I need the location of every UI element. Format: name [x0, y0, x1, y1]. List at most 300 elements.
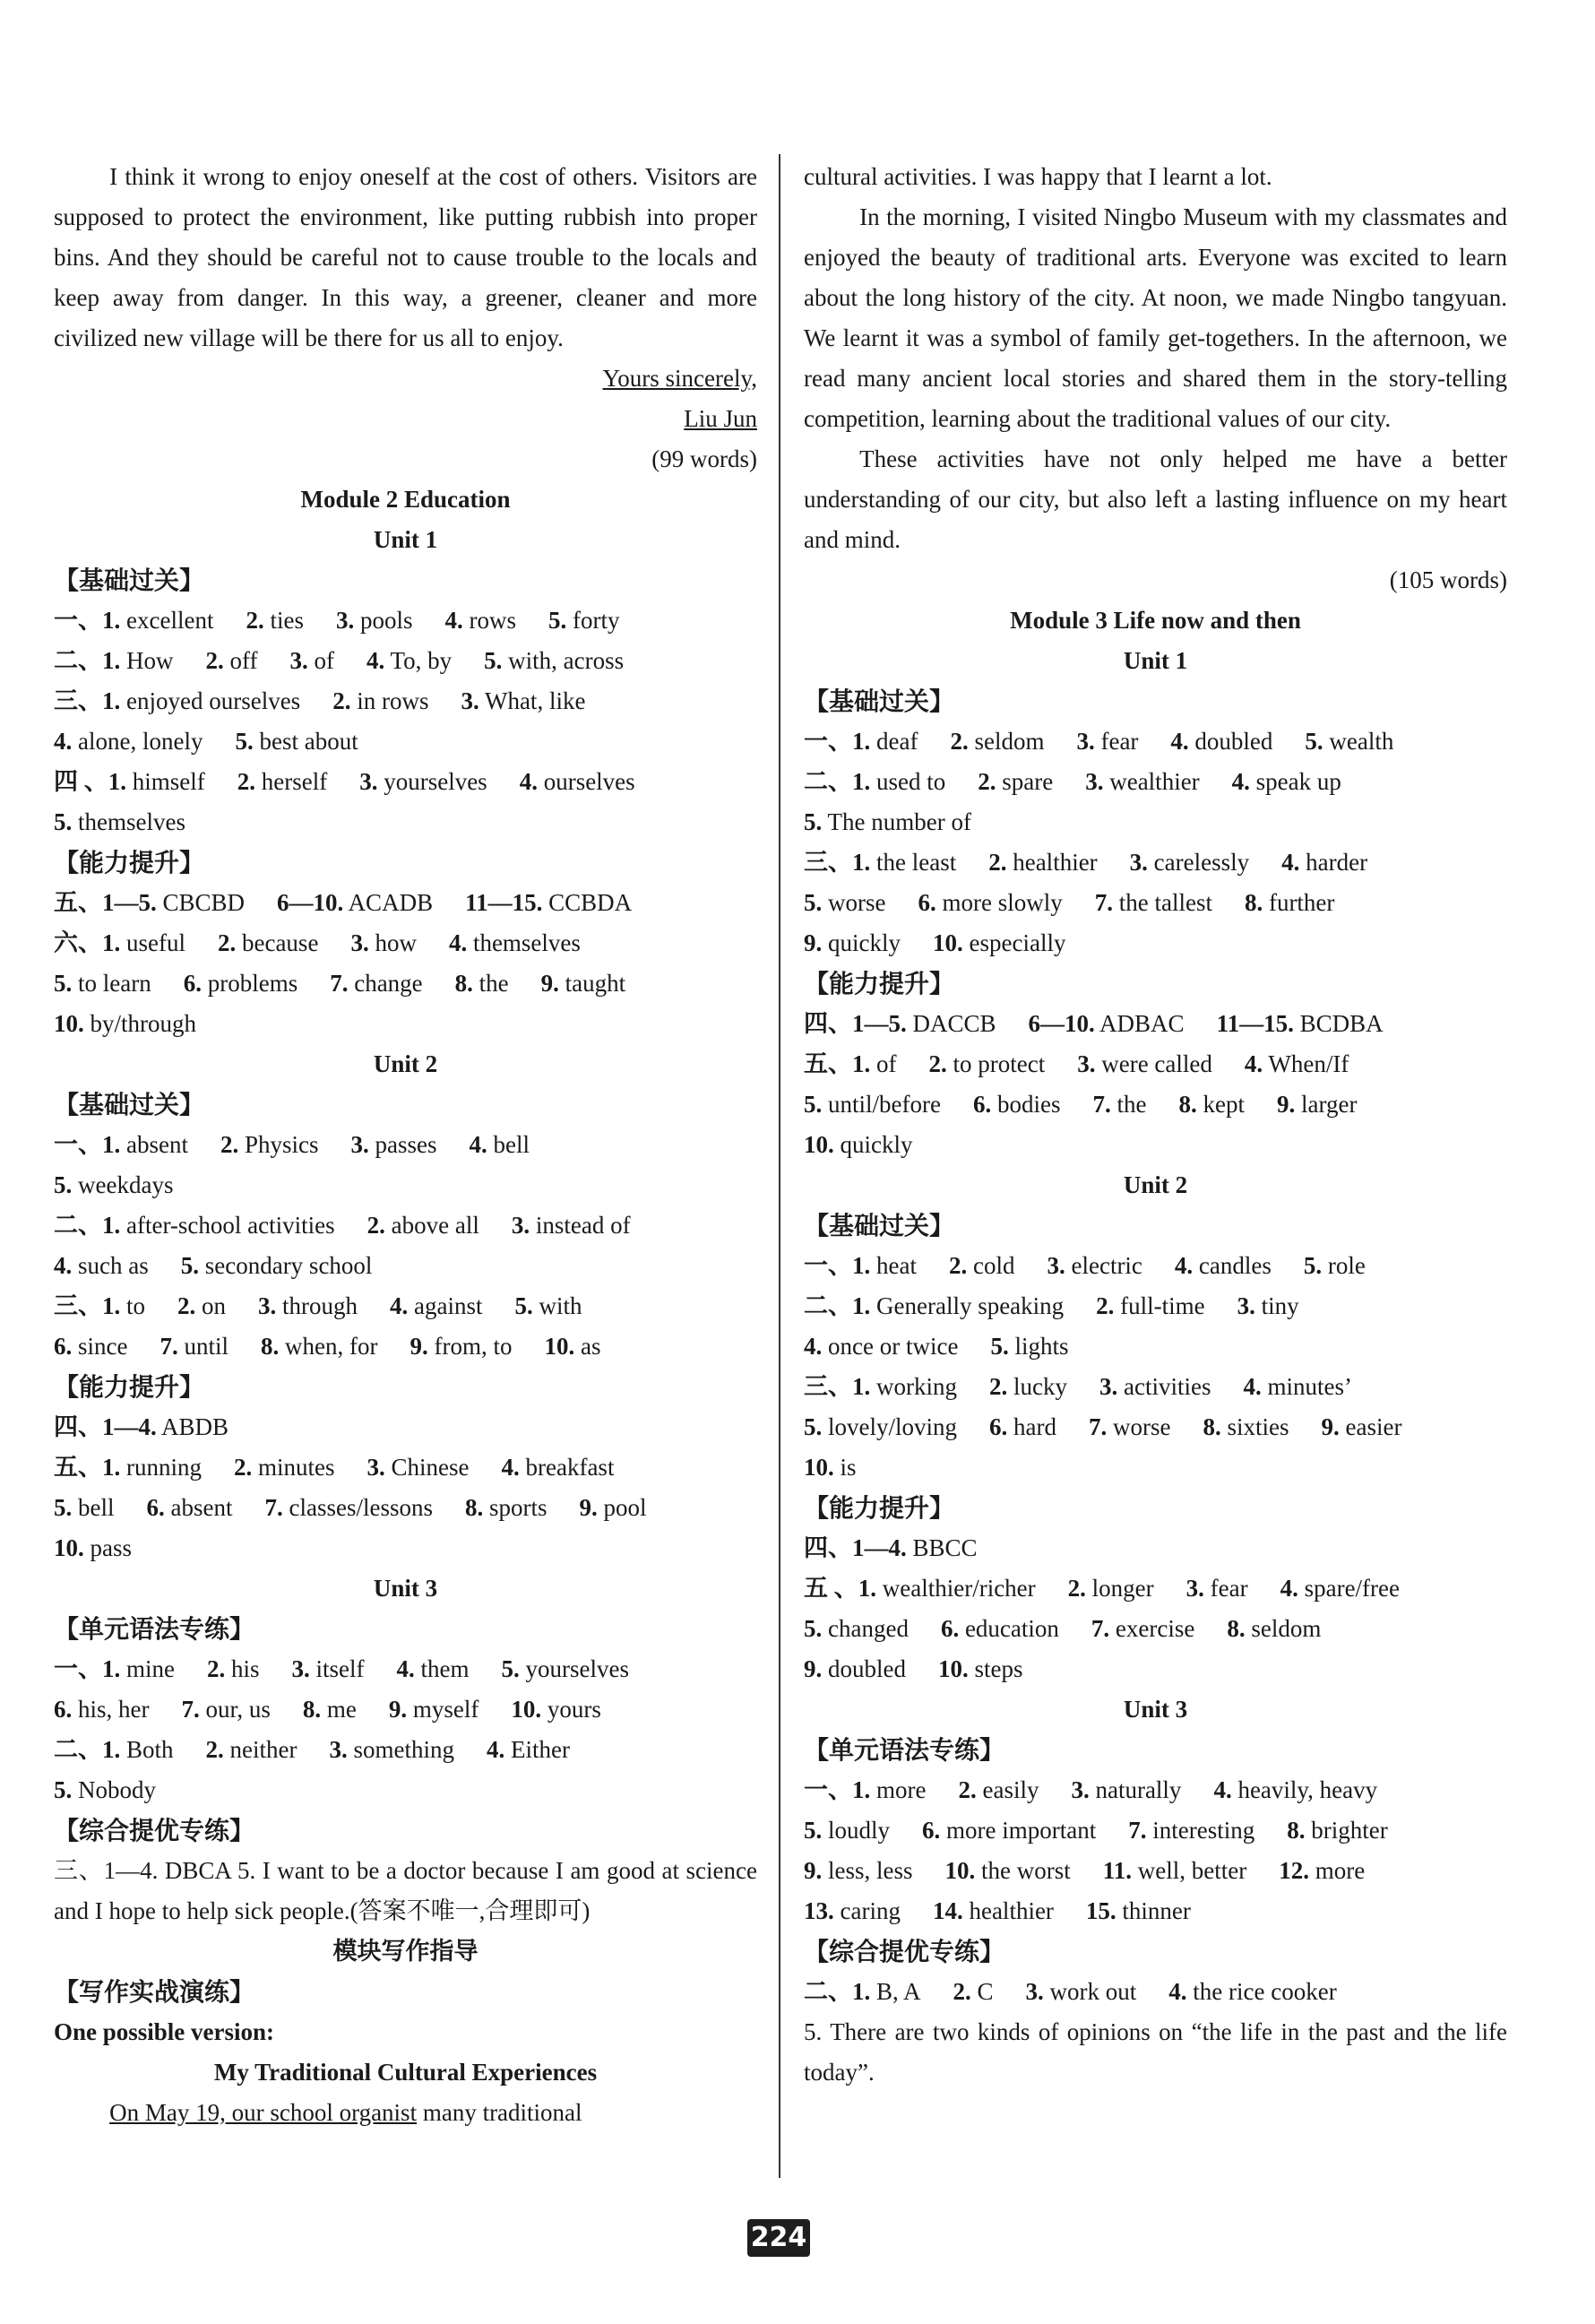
answer-section-number: 三、 [804, 1373, 852, 1400]
answer-item [852, 842, 956, 883]
answer-section-number: 四、 [804, 1010, 852, 1037]
answer-text: To, by [390, 647, 453, 674]
answer-item [465, 1488, 547, 1528]
answer-number: 5. [501, 1655, 520, 1682]
answer-number: 3. [511, 1212, 530, 1239]
answer-text: more important [946, 1817, 1097, 1844]
answer-item [102, 1649, 175, 1689]
answer-section-number: 四、 [54, 1413, 102, 1440]
exercise-label: 【基础过关】 [804, 1211, 955, 1240]
answer-text: Chinese [391, 1454, 470, 1481]
answer-number: 13. [804, 1897, 834, 1924]
answer-text: more slowly [942, 889, 1063, 916]
answer-item [1086, 1891, 1191, 1931]
answer-item [1203, 1407, 1289, 1447]
answer-number: 2. [958, 1776, 977, 1803]
exercise-label: 【能力提升】 [804, 969, 955, 998]
answer-item [367, 1205, 479, 1246]
answer-line [804, 883, 1507, 923]
answer-number: 3. [335, 607, 355, 634]
answer-item [54, 1770, 156, 1810]
answer-number: 8. [1287, 1817, 1306, 1844]
answer-section-number: 五、 [54, 1454, 102, 1481]
answer-section-number: 二、 [54, 1736, 102, 1763]
answer-text: B, A [876, 1978, 921, 2005]
answer-text: deaf [876, 728, 918, 755]
answer-line [804, 923, 1507, 963]
answer-item [102, 681, 300, 721]
answer-line [54, 802, 757, 842]
answer-text: changed [828, 1615, 909, 1642]
answer-item [336, 600, 413, 641]
answer-number: 6—10. [277, 889, 344, 916]
exercise-label: 【基础过关】 [54, 1090, 205, 1119]
answer-number: 9. [540, 970, 559, 997]
answer-text: electric [1071, 1252, 1142, 1279]
answer-text: education [964, 1615, 1059, 1642]
signature-line [54, 439, 757, 479]
answer-number: 7. [264, 1494, 283, 1521]
answer-section-number: 一、 [54, 1655, 102, 1682]
answer-number: 3. [461, 687, 479, 714]
answer-text: Nobody [78, 1776, 156, 1803]
answer-text: bell [78, 1494, 115, 1521]
answer-number: 1—4. [102, 1413, 157, 1440]
answer-number: 2. [988, 849, 1007, 876]
answer-number: 6. [183, 970, 202, 997]
answer-item [147, 1488, 233, 1528]
answer-text: work out [1049, 1978, 1137, 2005]
answer-number: 5. [804, 1091, 823, 1118]
answer-number: 2. [1096, 1292, 1115, 1319]
answer-text: wealthier [1109, 768, 1200, 795]
answer-item [102, 1447, 202, 1488]
answer-line [804, 721, 1507, 762]
answer-text: instead of [535, 1212, 631, 1239]
answer-text: role [1327, 1252, 1366, 1279]
answer-line [804, 1891, 1507, 1931]
answer-text: seldom [1251, 1615, 1322, 1642]
answer-text: breakfast [525, 1454, 615, 1481]
answer-item [1280, 1568, 1400, 1609]
answer-item [852, 762, 945, 802]
answer-number: 5. [1305, 728, 1323, 755]
answer-text: them [420, 1655, 470, 1682]
answer-item [804, 1891, 901, 1931]
answer-number: 8. [261, 1333, 280, 1360]
answer-text: ACADB [348, 889, 434, 916]
answer-section-number: 一、 [54, 1131, 102, 1158]
answer-number: 5. [990, 1333, 1009, 1360]
answer-text: brighter [1311, 1817, 1388, 1844]
answer-number: 4. [804, 1333, 823, 1360]
answer-text: minutes’ [1267, 1373, 1352, 1400]
answer-number: 4. [1170, 728, 1189, 755]
answer-number: 6. [922, 1817, 941, 1844]
answer-item [258, 1286, 358, 1326]
answer-text: wealth [1329, 728, 1394, 755]
answer-text: cold [972, 1252, 1015, 1279]
answer-number: 1. [852, 728, 871, 755]
answer-line [54, 1407, 757, 1447]
answer-item [102, 1407, 228, 1447]
answer-number: 5. [180, 1252, 199, 1279]
answer-number: 1. [102, 1131, 121, 1158]
answer-item [108, 762, 205, 802]
answer-item [804, 802, 971, 842]
answer-item [1099, 1367, 1211, 1407]
answer-number: 3. [1185, 1575, 1204, 1602]
answer-line [804, 1528, 1507, 1568]
answer-item [989, 1407, 1056, 1447]
answer-text: such as [78, 1252, 149, 1279]
answer-item [544, 1326, 600, 1367]
answer-text: spare/free [1304, 1575, 1401, 1602]
answer-item [449, 923, 581, 963]
answer-item [54, 1488, 115, 1528]
answer-line [54, 1730, 757, 1770]
section-heading: Unit 1 [1123, 647, 1188, 674]
paragraph [54, 2093, 757, 2133]
answer-line [804, 1568, 1507, 1609]
answer-text: lights [1014, 1333, 1069, 1360]
answer-text: doubled [828, 1655, 906, 1682]
answer-line [804, 1649, 1507, 1689]
answer-number: 1. [852, 1776, 871, 1803]
signature-text: (99 words) [651, 445, 757, 472]
exercise-label: 【写作实战演练】 [54, 1977, 255, 2007]
answer-item [330, 963, 422, 1004]
exercise-label: 【单元语法专练】 [54, 1614, 255, 1644]
answer-number: 3. [258, 1292, 277, 1319]
answer-number: 14. [932, 1897, 963, 1924]
answer-item [852, 1286, 1064, 1326]
answer-text: yourselves [525, 1655, 629, 1682]
answer-text: the worst [981, 1857, 1071, 1884]
answer-line [54, 1488, 757, 1528]
answer-item [804, 1609, 909, 1649]
answer-item [804, 883, 885, 923]
answer-number: 3. [1099, 1373, 1118, 1400]
answer-item [804, 923, 901, 963]
answer-item [941, 1609, 1059, 1649]
answer-number: 3. [1047, 1252, 1065, 1279]
answer-section-number: 三、 [804, 849, 852, 876]
answer-number: 4. [444, 607, 463, 634]
answer-text: healthier [969, 1897, 1054, 1924]
answer-item [852, 1044, 897, 1084]
answer-number: 6. [146, 1494, 165, 1521]
answer-text: worse [1112, 1413, 1171, 1440]
answer-number: 9. [388, 1696, 408, 1723]
answer-item [1096, 1286, 1204, 1326]
answer-number: 7. [160, 1333, 178, 1360]
answer-section-number: 一、 [804, 728, 852, 755]
answer-line [54, 1689, 757, 1730]
answer-item [852, 1367, 957, 1407]
answer-text: rows [469, 607, 516, 634]
answer-item [160, 1326, 228, 1367]
answer-item [332, 681, 428, 721]
answer-text: loudly [828, 1817, 891, 1844]
answer-line [54, 1447, 757, 1488]
answer-number: 1. [102, 607, 121, 634]
answer-item [303, 1689, 357, 1730]
answer-number: 10. [938, 1655, 969, 1682]
answer-number: 3. [1085, 768, 1104, 795]
answer-number: 2. [205, 1736, 224, 1763]
answer-text: me [326, 1696, 357, 1723]
answer-text: naturally [1095, 1776, 1182, 1803]
answer-number: 10. [511, 1696, 542, 1723]
exercise-label: 【基础过关】 [54, 566, 205, 595]
answer-number: 8. [302, 1696, 322, 1723]
answer-number: 3. [1077, 1050, 1096, 1077]
answer-text: the [478, 970, 509, 997]
answer-text: with [539, 1292, 582, 1319]
answer-item [465, 883, 632, 923]
answer-number: 8. [464, 1494, 484, 1521]
answer-text: CCBDA [548, 889, 633, 916]
answer-text: more [876, 1776, 927, 1803]
answer-item [1077, 1044, 1212, 1084]
answer-item [359, 762, 487, 802]
answer-text: minutes [258, 1454, 335, 1481]
answer-text: forty [572, 607, 620, 634]
answer-item [1029, 1004, 1185, 1044]
answer-item [54, 1689, 149, 1730]
answer-number: 5. [514, 1292, 533, 1319]
answer-text: mine [126, 1655, 175, 1682]
answer-number: 5. [804, 808, 823, 835]
answer-item [206, 1730, 297, 1770]
answer-line [54, 1165, 757, 1205]
answer-section-number: 一、 [54, 607, 102, 634]
answer-number: 1—4. [852, 1534, 907, 1561]
answer-text: harder [1306, 849, 1368, 876]
answer-text: further [1268, 889, 1335, 916]
answer-item [246, 600, 304, 641]
answer-number: 3. [289, 647, 308, 674]
answer-number: 3. [350, 1131, 369, 1158]
paragraph: 5. There are two kinds of opinions on “the life in the past and the life today”. [804, 2018, 1507, 2086]
answer-number: 2. [207, 1655, 226, 1682]
answer-number: 6. [54, 1696, 73, 1723]
answer-text: secondary school [204, 1252, 373, 1279]
answer-number: 10. [933, 929, 963, 956]
answer-text: easily [982, 1776, 1039, 1803]
answer-number: 5. [804, 1413, 823, 1440]
answer-text: easier [1345, 1413, 1402, 1440]
answer-item [922, 1810, 1096, 1851]
answer-number: 2. [217, 929, 237, 956]
answer-text: after-school activities [126, 1212, 335, 1239]
answer-text: until/before [828, 1091, 941, 1118]
answer-text: sports [488, 1494, 547, 1521]
answer-item [1217, 1004, 1384, 1044]
answer-number: 4. [1168, 1978, 1187, 2005]
answer-number: 2. [366, 1212, 385, 1239]
exercise-label: 【能力提升】 [54, 1372, 205, 1402]
answer-text: to [126, 1292, 146, 1319]
page-number: 224 [747, 2219, 810, 2257]
answer-text: our, us [205, 1696, 271, 1723]
answer-text: sixties [1227, 1413, 1289, 1440]
answer-item [1178, 1084, 1245, 1125]
answer-number: 9. [804, 929, 823, 956]
answer-number: 7. [1092, 1091, 1111, 1118]
answer-text: through [282, 1292, 358, 1319]
answer-item [502, 1649, 629, 1689]
answer-section-number: 二、 [804, 1978, 852, 2005]
answer-number: 1. [852, 849, 871, 876]
answer-item [410, 1326, 512, 1367]
answer-item [933, 923, 1065, 963]
answer-line [54, 721, 757, 762]
answer-number: 10. [544, 1333, 575, 1360]
answer-item [852, 1972, 921, 2012]
answer-number: 5. [484, 647, 503, 674]
answer-number: 11—15. [465, 889, 543, 916]
answer-number: 2. [989, 1373, 1008, 1400]
answer-number: 6. [989, 1413, 1008, 1440]
answer-text: Physics [244, 1131, 319, 1158]
answer-text: the tallest [1118, 889, 1212, 916]
answer-number: 5. [804, 1817, 823, 1844]
answer-text: steps [974, 1655, 1023, 1682]
answer-section-number: 二、 [804, 1292, 852, 1319]
answer-item [367, 1447, 470, 1488]
answer-text: classes/lessons [289, 1494, 433, 1521]
answer-text: once or twice [828, 1333, 959, 1360]
section-heading: Unit 2 [1123, 1171, 1188, 1198]
answer-text: itself [315, 1655, 365, 1682]
answer-section-number: 五、 [804, 1050, 852, 1077]
answer-line [54, 1004, 757, 1044]
answer-item [177, 1286, 226, 1326]
answer-section-number: 二、 [54, 1212, 102, 1239]
answer-number: 6—10. [1028, 1010, 1095, 1037]
answer-text: doubled [1194, 728, 1273, 755]
answer-text: themselves [472, 929, 581, 956]
answer-number: 7. [1128, 1817, 1147, 1844]
answer-text: from, to [434, 1333, 513, 1360]
answer-text: since [78, 1333, 128, 1360]
answer-number: 9. [804, 1655, 823, 1682]
answer-text: quickly [840, 1131, 913, 1158]
answer-text: weekdays [78, 1171, 174, 1198]
answer-item [1068, 1568, 1154, 1609]
answer-number: 9. [410, 1333, 428, 1360]
right-column [804, 157, 1507, 2093]
answer-section-number: 二、 [54, 647, 102, 674]
answer-text: DACCB [912, 1010, 996, 1037]
answer-item [978, 762, 1053, 802]
answer-line [804, 1972, 1507, 2012]
answer-item [515, 1286, 582, 1326]
answer-text: off [229, 647, 258, 674]
answer-number: 8. [1203, 1413, 1221, 1440]
answer-line [804, 1810, 1507, 1851]
answer-number: 1. [102, 929, 121, 956]
answer-line [54, 963, 757, 1004]
answer-text: thinner [1122, 1897, 1191, 1924]
answer-number: 4. [469, 1131, 487, 1158]
answer-line [54, 681, 757, 721]
answer-text: to learn [78, 970, 151, 997]
answer-item [1076, 721, 1138, 762]
answer-line [804, 842, 1507, 883]
answer-item [102, 1730, 174, 1770]
answer-text: to protect [953, 1050, 1046, 1077]
answer-item [390, 1286, 482, 1326]
answer-text: interesting [1152, 1817, 1255, 1844]
answer-number: 2. [205, 647, 224, 674]
answer-number: 8. [1178, 1091, 1197, 1118]
paragraph: I think it wrong to enjoy oneself at the cost of others. Visitors are supposed to protect the environment, like putting rubbish into proper bins. And they should be careful not to cause trouble to the locals and keep away from danger. In this way, a greener, cleaner and more civilized new village will be there for us all to enjoy. [54, 163, 757, 351]
answer-text: running [126, 1454, 202, 1481]
answer-item [234, 1447, 335, 1488]
answer-text: of [876, 1050, 897, 1077]
answer-item [1026, 1972, 1137, 2012]
left-column [54, 157, 757, 2133]
answer-text: themselves [78, 808, 185, 835]
paragraph-text: many traditional [417, 2099, 582, 2126]
answer-text: something [353, 1736, 454, 1763]
answer-item [102, 641, 174, 681]
answer-text: Both [126, 1736, 174, 1763]
answer-text: problems [207, 970, 298, 997]
answer-text: absent [126, 1131, 188, 1158]
answer-item [1047, 1246, 1142, 1286]
answer-text: on [202, 1292, 227, 1319]
answer-line [54, 1286, 757, 1326]
answer-section-number: 五、 [54, 889, 102, 916]
answer-text: speak up [1255, 768, 1341, 795]
answer-number: 7. [1088, 1413, 1108, 1440]
answer-number: 1—5. [852, 1010, 907, 1037]
answer-line [54, 1125, 757, 1165]
answer-number: 9. [804, 1857, 823, 1884]
answer-text: heavily, heavy [1237, 1776, 1378, 1803]
answer-item [938, 1649, 1023, 1689]
answer-text: pool [603, 1494, 647, 1521]
answer-item [1279, 1851, 1365, 1891]
answer-number: 10. [54, 1534, 84, 1561]
answer-item [1227, 1609, 1321, 1649]
answer-line [54, 1246, 757, 1286]
answer-item [206, 641, 258, 681]
answer-number: 4. [1174, 1252, 1194, 1279]
answer-item [1277, 1084, 1357, 1125]
answer-text: wealthier/richer [882, 1575, 1036, 1602]
answer-number: 2. [928, 1050, 947, 1077]
answer-number: 7. [1091, 1615, 1110, 1642]
answer-item [1321, 1407, 1401, 1447]
answer-item [988, 842, 1097, 883]
answer-number: 3. [291, 1655, 310, 1682]
answer-item [54, 963, 151, 1004]
answer-number: 5. [54, 808, 73, 835]
answer-number: 2. [246, 607, 264, 634]
answer-number: 1. [852, 1373, 871, 1400]
answer-text: lovely/loving [828, 1413, 957, 1440]
answer-number: 3. [1129, 849, 1148, 876]
answer-text: CBCBD [162, 889, 246, 916]
answer-number: 10. [54, 1010, 84, 1037]
answer-item [444, 600, 516, 641]
answer-item [520, 762, 635, 802]
